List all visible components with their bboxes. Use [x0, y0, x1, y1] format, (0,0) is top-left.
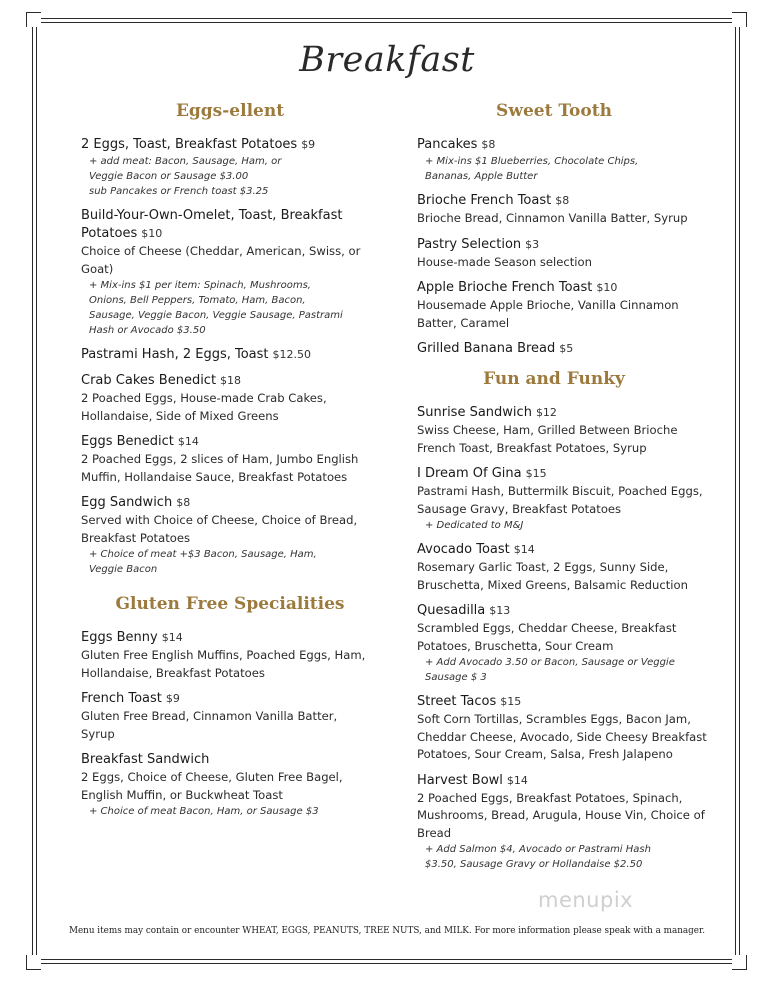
item-description: Gluten Free Bread, Cinnamon Vanilla Batter, Syrup: [81, 709, 338, 741]
item-note: + Add Avocado 3.50 or Bacon, Sausage or Veggie Sausage $ 3: [425, 657, 675, 683]
item-name-line: [417, 693, 717, 711]
item-name-line: [417, 772, 717, 790]
item-price: $18: [220, 374, 242, 387]
item-description: 2 Poached Eggs, 2 slices of Ham, Jumbo English Muffin, Hollandaise Sauce, Breakfast Potatoes: [81, 452, 359, 484]
section-fun-and-funky: [417, 366, 717, 872]
item-price: $10: [141, 227, 163, 240]
item-name: Pastry Selection: [417, 236, 522, 252]
item-note: + add meat: Bacon, Sausage, Ham, or Veggie Bacon or Sausage $3.00 sub Pancakes or French toast $3.25: [89, 156, 282, 197]
menu-item: [417, 236, 717, 272]
menu-item: [417, 465, 717, 533]
item-name-line: [81, 433, 371, 451]
item-price: $13: [489, 604, 511, 617]
item-price: $10: [596, 281, 618, 294]
item-name-line: [81, 207, 371, 243]
item-price: $14: [506, 773, 528, 787]
item-name-line: [81, 494, 371, 512]
menu-item: [81, 629, 371, 682]
item-name: Pancakes: [417, 137, 478, 152]
menu-item: [81, 494, 371, 577]
item-name-line: [81, 690, 371, 708]
item-description: 2 Poached Eggs, Breakfast Potatoes, Spinach, Mushrooms, Bread, Arugula, House Vin, Choice of Bread: [417, 790, 705, 840]
item-price: $12.50: [272, 348, 312, 361]
item-name-line: [417, 192, 717, 210]
menu-item: [417, 279, 717, 332]
item-name: Breakfast Sandwich: [81, 752, 210, 767]
item-name: Apple Brioche French Toast: [417, 280, 593, 295]
section-gluten-free: [81, 591, 371, 819]
item-description: Gluten Free English Muffins, Poached Eggs, Ham, Hollandaise, Breakfast Potatoes: [81, 648, 366, 680]
item-description: Served with Choice of Cheese, Choice of Bread, Breakfast Potatoes: [81, 513, 358, 545]
item-description: Choice of Cheese (Cheddar, American, Swiss, or Goat): [81, 244, 361, 276]
corner-ornament: [26, 12, 41, 27]
item-name-line: [417, 279, 717, 297]
menu-item: [81, 751, 371, 819]
item-name: Build-Your-Own-Omelet, Toast, Breakfast Potatoes: [81, 208, 343, 241]
allergen-footer: Menu items may contain or encounter WHEAT, EGGS, PEANUTS, TREE NUTS, and MILK. For more information please speak with a manager.: [68, 926, 706, 936]
item-name-line: [81, 751, 371, 769]
item-price: $8: [555, 194, 570, 207]
item-price: $15: [500, 695, 522, 708]
item-description: Swiss Cheese, Ham, Grilled Between Brioche French Toast, Breakfast Potatoes, Syrup: [417, 423, 678, 455]
item-name: Sunrise Sandwich: [417, 405, 532, 420]
menu-item: [417, 340, 717, 358]
item-description: Rosemary Garlic Toast, 2 Eggs, Sunny Side, Bruschetta, Mixed Greens, Balsamic Reduction: [417, 560, 688, 592]
item-name: 2 Eggs, Toast, Breakfast Potatoes: [81, 137, 298, 152]
item-name-line: [417, 541, 717, 559]
item-name: Pastrami Hash, 2 Eggs, Toast: [81, 347, 269, 362]
item-price: $14: [161, 631, 183, 644]
item-note: + Mix-ins $1 per item: Spinach, Mushrooms, Onions, Bell Peppers, Tomato, Ham, Bacon, Sausage, Veggie Bacon, Veggie Sausage, Pastrami Hash or Avocado $3.50: [89, 280, 343, 336]
item-description: Pastrami Hash, Buttermilk Biscuit, Poached Eggs, Sausage Gravy, Breakfast Potatoes: [417, 484, 703, 516]
item-name-line: [417, 136, 717, 154]
menu-item: [417, 541, 717, 594]
menu-item: [417, 404, 717, 457]
item-price: $3: [525, 237, 540, 251]
item-price: $15: [525, 467, 547, 480]
item-name: Street Tacos: [417, 694, 497, 709]
item-name: I Dream Of Gina: [417, 466, 522, 481]
item-description: Scrambled Eggs, Cheddar Cheese, Breakfast Potatoes, Bruschetta, Sour Cream: [417, 621, 677, 653]
section-title: Sweet Tooth: [496, 101, 612, 121]
section-sweet-tooth: [417, 98, 717, 358]
item-price: $5: [559, 342, 574, 355]
item-name: Avocado Toast: [417, 542, 510, 557]
section-eggs: [81, 98, 371, 577]
left-column: [81, 98, 371, 827]
item-name: French Toast: [81, 691, 162, 706]
section-title: Gluten Free Specialities: [115, 594, 345, 614]
menu-title: Breakfast: [299, 40, 475, 80]
item-note: + Dedicated to M&J: [425, 520, 524, 531]
item-name-line: [81, 136, 371, 154]
item-description: 2 Eggs, Choice of Cheese, Gluten Free Bagel, English Muffin, or Buckwheat Toast: [81, 770, 343, 802]
menu-item: [417, 693, 717, 764]
item-name: Harvest Bowl: [417, 772, 503, 788]
item-note: + Choice of meat +$3 Bacon, Sausage, Ham, Veggie Bacon: [89, 549, 317, 575]
item-note: + Add Salmon $4, Avocado or Pastrami Hash $3.50, Sausage Gravy or Hollandaise $2.50: [425, 844, 651, 870]
item-name-line: [81, 346, 371, 364]
item-name: Crab Cakes Benedict: [81, 373, 217, 388]
item-price: $14: [513, 543, 535, 556]
menu-item: [81, 372, 371, 425]
menu-item: [81, 690, 371, 743]
item-price: $8: [176, 496, 191, 509]
item-price: $9: [301, 138, 316, 151]
item-description: Housemade Apple Brioche, Vanilla Cinnamon Batter, Caramel: [417, 298, 679, 330]
item-name-line: [81, 372, 371, 390]
item-description: 2 Poached Eggs, House-made Crab Cakes, Hollandaise, Side of Mixed Greens: [81, 391, 327, 423]
item-description: Soft Corn Tortillas, Scrambles Eggs, Bacon Jam, Cheddar Cheese, Avocado, Side Cheesy Breakfast Potatoes, Sour Cream, Salsa, Fresh Jalapeno: [417, 712, 707, 761]
item-name-line: [81, 629, 371, 647]
menu-item: [417, 192, 717, 228]
item-name: Grilled Banana Bread: [417, 341, 556, 356]
item-note: + Mix-ins $1 Blueberries, Chocolate Chips, Bananas, Apple Butter: [425, 156, 639, 182]
menu-item: [417, 772, 717, 873]
item-description: House-made Season selection: [417, 254, 592, 269]
item-price: $12: [535, 406, 557, 419]
corner-ornament: [732, 12, 747, 27]
item-name-line: [417, 602, 717, 620]
menu-item: [417, 602, 717, 685]
corner-ornament: [26, 955, 41, 970]
menu-item: [81, 346, 371, 364]
item-name-line: [417, 465, 717, 483]
item-name-line: [417, 404, 717, 422]
item-note: + Choice of meat Bacon, Ham, or Sausage $3: [89, 806, 319, 817]
menu-item: [417, 136, 717, 184]
item-name: Brioche French Toast: [417, 193, 552, 208]
menu-item: [81, 136, 371, 199]
item-name: Eggs Benny: [81, 630, 158, 645]
corner-ornament: [732, 955, 747, 970]
item-name-line: [417, 340, 717, 358]
section-title: Fun and Funky: [483, 369, 625, 389]
item-price: $8: [481, 138, 496, 151]
menu-item: [81, 207, 371, 338]
item-name-line: [417, 236, 717, 254]
item-name: Eggs Benedict: [81, 434, 174, 449]
item-name: Egg Sandwich: [81, 495, 173, 510]
menu-item: [81, 433, 371, 486]
item-name: Quesadilla: [417, 603, 486, 618]
item-price: $14: [177, 435, 199, 448]
right-column: [417, 98, 717, 880]
watermark-logo: menupix: [538, 888, 634, 912]
section-title: Eggs-ellent: [175, 101, 285, 121]
item-price: $9: [165, 692, 180, 705]
item-description: Brioche Bread, Cinnamon Vanilla Batter, Syrup: [417, 211, 688, 225]
